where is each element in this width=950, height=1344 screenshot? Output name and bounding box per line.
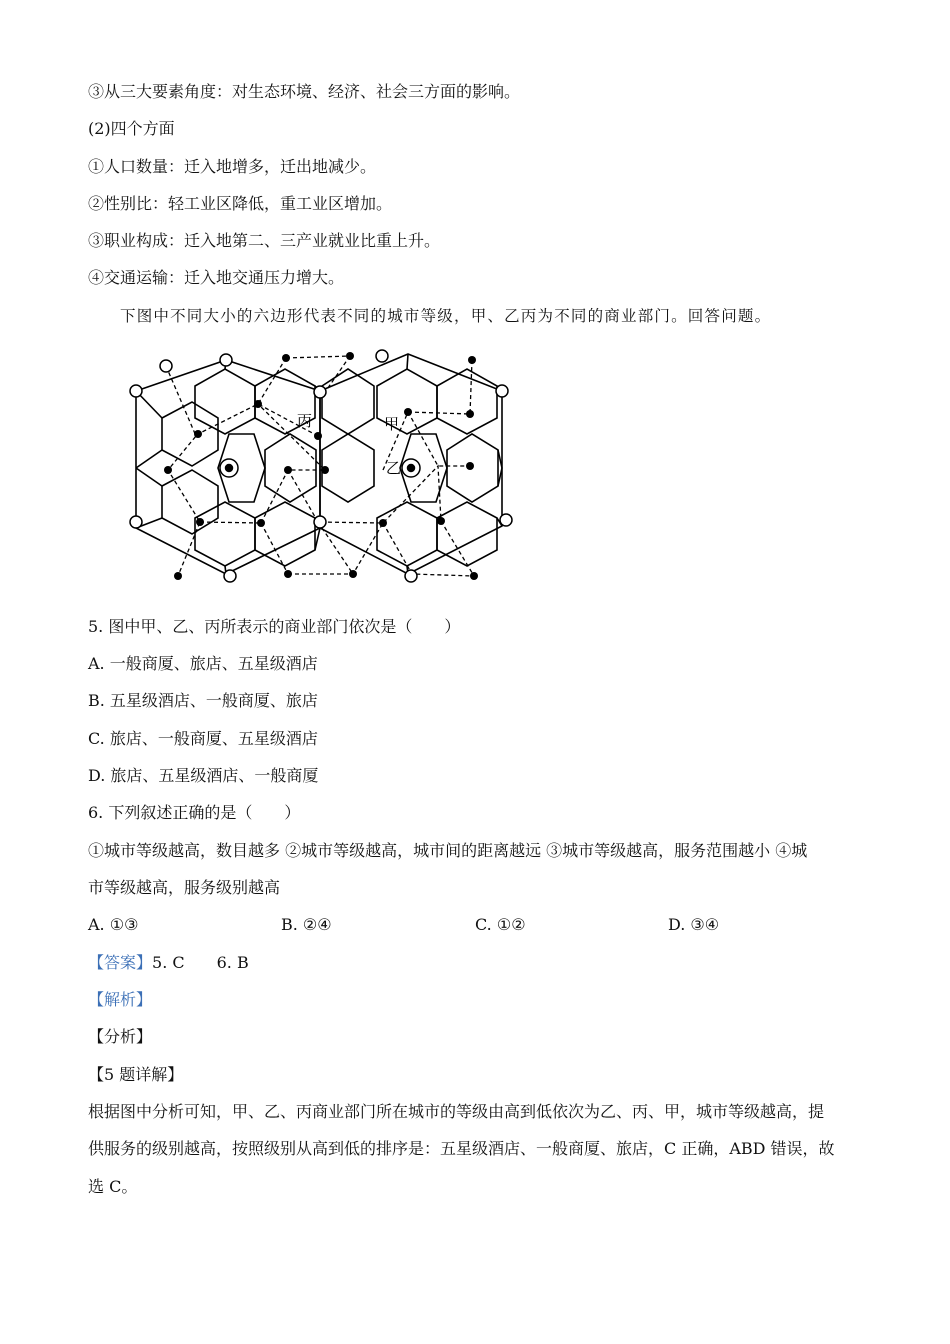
label-yi: 乙	[386, 459, 402, 477]
central-place-hexagon-diagram	[128, 346, 528, 598]
label-jia: 甲	[384, 415, 400, 433]
answer-text: 5. C 6. B	[152, 953, 249, 972]
analysis-tag: 【解析】	[88, 990, 153, 1009]
answer-line	[88, 953, 249, 973]
q5-detail-line3: 选 C。	[88, 1177, 138, 1196]
q6-stem: 6. 下列叙述正确的是（ ）	[88, 803, 301, 822]
fenxi-tag: 【分析】	[88, 1027, 153, 1046]
section-heading: (2)四个方面	[88, 119, 175, 138]
q5-stem: 5. 图中甲、乙、丙所表示的商业部门依次是（ ）	[88, 617, 461, 636]
q6-option-a: A. ①③	[88, 915, 139, 934]
q5-option-c: C. 旅店、一般商厦、五星级酒店	[88, 729, 318, 748]
q6-option-d: D. ③④	[668, 915, 720, 934]
q5-option-a: A. 一般商厦、旅店、五星级酒店	[88, 654, 318, 673]
point-item3: ③从三大要素角度：对生态环境、经济、社会三方面的影响。	[88, 82, 521, 101]
q5-option-b: B. 五星级酒店、一般商厦、旅店	[88, 691, 318, 710]
answer-tag: 【答案】	[88, 953, 153, 972]
q5-detail-heading: 【5 题详解】	[88, 1065, 184, 1084]
q5-detail-line2: 供服务的级别越高，按照级别从高到低的排序是：五星级酒店、一般商厦、旅店，C 正确，ABD 错误，故	[88, 1139, 835, 1158]
q6-option-c: C. ①②	[475, 915, 526, 934]
label-bing: 丙	[297, 412, 313, 430]
question-intro: 下图中不同大小的六边形代表不同的城市等级，甲、乙丙为不同的商业部门。回答问题。	[120, 307, 772, 325]
point-sex-ratio: ②性别比：轻工业区降低，重工业区增加。	[88, 194, 393, 213]
point-transport: ④交通运输：迁入地交通压力增大。	[88, 268, 345, 287]
q6-option-b: B. ②④	[281, 915, 332, 934]
q6-statements-line2: 市等级越高，服务级别越高	[88, 878, 281, 897]
q5-detail-line1: 根据图中分析可知，甲、乙、丙商业部门所在城市的等级由高到低依次为乙、丙、甲，城市等级越高，提	[88, 1102, 825, 1121]
q6-statements-line1: ①城市等级越高，数目越多 ②城市等级越高，城市间的距离越远 ③城市等级越高，服务范围越小 ④城	[88, 841, 808, 860]
point-population: ①人口数量：迁入地增多，迁出地减少。	[88, 157, 377, 176]
point-occupation: ③职业构成：迁入地第二、三产业就业比重上升。	[88, 231, 441, 250]
q5-option-d: D. 旅店、五星级酒店、一般商厦	[88, 766, 319, 785]
